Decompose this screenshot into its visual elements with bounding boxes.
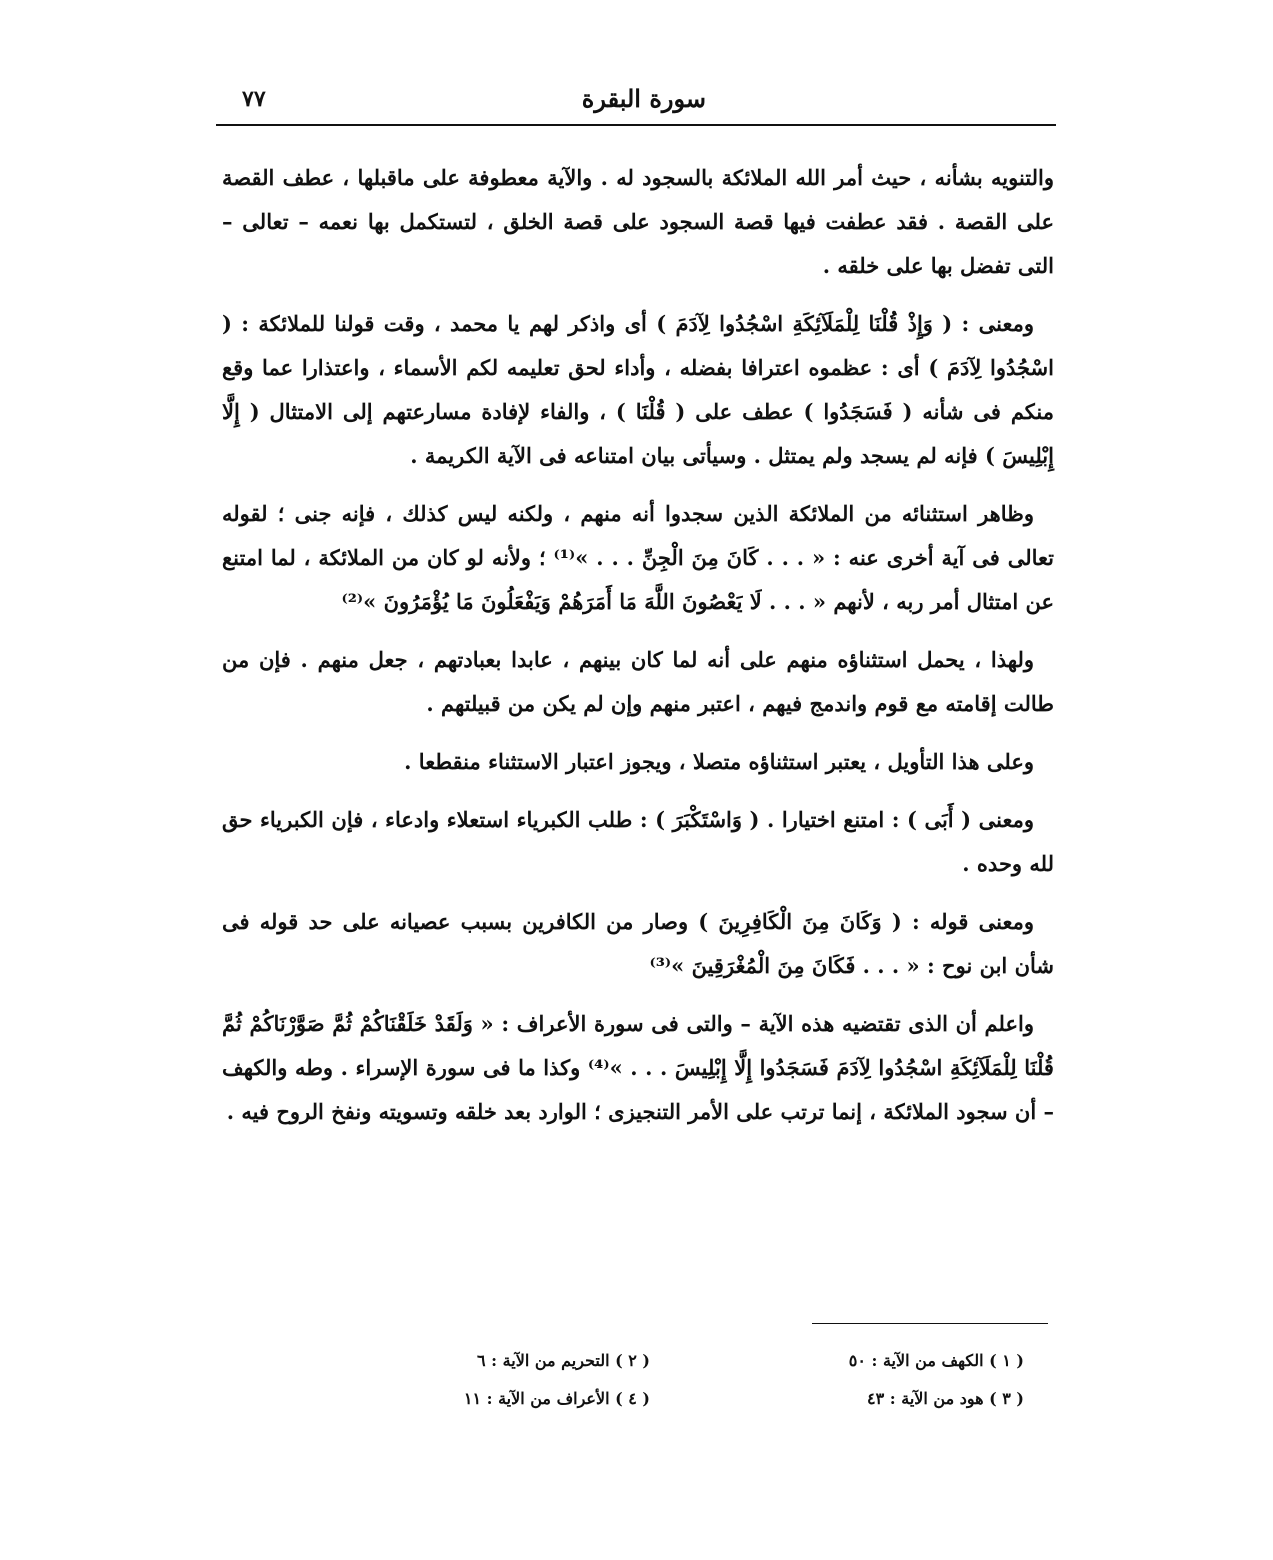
footnote-row [400,1380,1024,1418]
header-rule [216,124,1056,126]
footnotes [400,1342,1024,1418]
paragraph: وظاهر استثنائه من الملائكة الذين سجدوا أنه منهم ، ولكنه ليس كذلك ، فإنه جنى ؛ لقوله تعالى فى آية أخرى عنه : « . . . كَانَ مِنَ الْجِنِّ . . . »⁽¹⁾ ؛ ولأنه لو كان من الملائكة ، لما امتنع عن امتثال أمر ربه ، لأنهم « . . . لَا يَعْصُونَ اللَّهَ مَا أَمَرَهُمْ وَيَفْعَلُونَ مَا يُؤْمَرُونَ »⁽²⁾ [222,501,1054,614]
footnote-rule [812,1323,1048,1324]
page-number: ٧٧ [242,86,266,112]
surah-title: سورة البقرة [581,84,706,113]
footnote-3: ( ٣ ) هود من الآية : ٤٣ [867,1389,1024,1408]
footnote-row [400,1342,1024,1380]
footnote-2: ( ٢ ) التحريم من الآية : ٦ [477,1351,650,1370]
main-text [222,156,1054,1148]
paragraph: ومعنى قوله : ( وَكَانَ مِنَ الْكَافِرِينَ ) وصار من الكافرين بسبب عصيانه على حد قوله فى شأن ابن نوح : « . . . فَكَانَ مِنَ الْمُغْرَقِينَ »⁽³⁾ [222,909,1054,978]
footnote-4: ( ٤ ) الأعراف من الآية : ١١ [463,1389,650,1408]
paragraph: وعلى هذا التأويل ، يعتبر استثناؤه متصلا ، ويجوز اعتبار الاستثناء منقطعا . [404,749,1034,774]
paragraph: ومعنى : ( وَإِذْ قُلْنَا لِلْمَلَآئِكَةِ اسْجُدُوا لِآدَمَ ) أى واذكر لهم يا محمد ، وقت قولنا للملائكة : ( اسْجُدُوا لِآدَمَ ) أى : عظموه اعترافا بفضله ، وأداء لحق تعليمه لكم الأسماء ، واعتذارا عما وقع منكم فى شأنه ( فَسَجَدُوا ) عطف على ( قُلْنَا ) ، والفاء لإفادة مسارعتهم إلى الامتثال ( إِلَّا إِبْلِيسَ ) فإنه لم يسجد ولم يمتثل . وسيأتى بيان امتناعه فى الآية الكريمة . [222,311,1054,468]
paragraph: واعلم أن الذى تقتضيه هذه الآية – والتى فى سورة الأعراف : « وَلَقَدْ خَلَقْنَاكُمْ ثُمَّ صَوَّرْنَاكُمْ ثُمَّ قُلْنَا لِلْمَلَآئِكَةِ اسْجُدُوا لِآدَمَ فَسَجَدُوا إِلَّا إِبْلِيسَ . . . »⁽⁴⁾ وكذا ما فى سورة الإسراء . وطه والكهف – أن سجود الملائكة ، إنما ترتب على الأمر التنجيزى ؛ الوارد بعد خلقه وتسويته ونفخ الروح فيه . [222,1011,1054,1124]
page-header [216,82,1056,122]
paragraph: والتنويه بشأنه ، حيث أمر الله الملائكة بالسجود له . والآية معطوفة على ماقبلها ، عطف القصة على القصة . فقد عطفت فيها قصة السجود على قصة الخلق ، لتستكمل بها نعمه – تعالى – التى تفضل بها على خلقه . [222,165,1054,278]
footnote-1: ( ١ ) الكهف من الآية : ٥٠ [848,1351,1024,1370]
paragraph: ولهذا ، يحمل استثناؤه منهم على أنه لما كان بينهم ، عابدا بعبادتهم ، جعل منهم . فإن من طالت إقامته مع قوم واندمج فيهم ، اعتبر منهم وإن لم يكن من قبيلتهم . [222,647,1054,716]
paragraph: ومعنى ( أَبَى ) : امتنع اختيارا . ( وَاسْتَكْبَرَ ) : طلب الكبرياء استعلاء وادعاء ، فإن الكبرياء حق لله وحده . [222,807,1054,876]
